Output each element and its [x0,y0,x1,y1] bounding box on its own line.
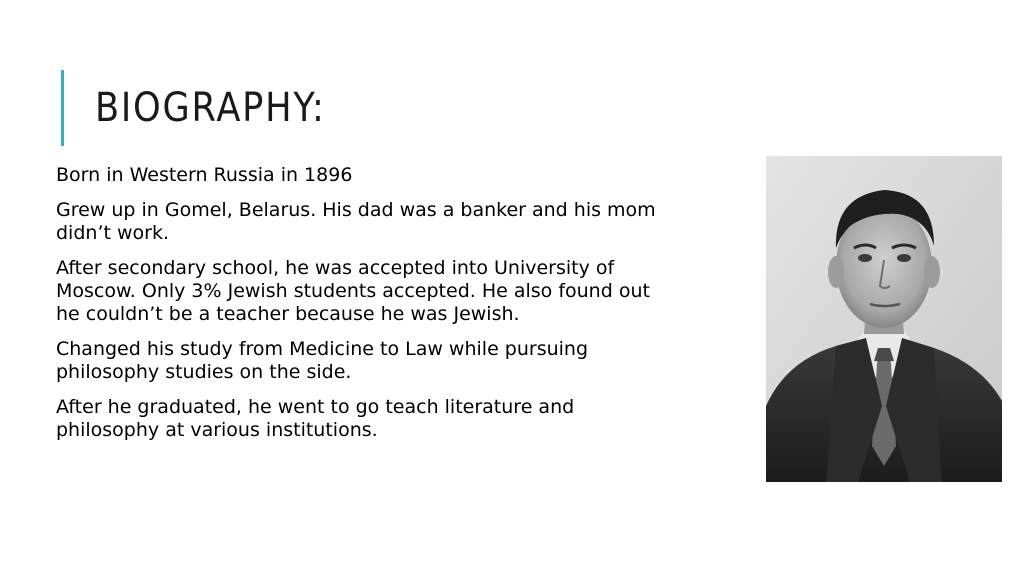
biography-paragraph [56,338,766,384]
biography-paragraph [56,199,766,245]
paragraph-line: After secondary school, he was accepted into University of [56,257,615,279]
paragraph-line: didn’t work. [56,222,169,244]
paragraph-line: Grew up in Gomel, Belarus. His dad was a banker and his mom [56,199,656,221]
paragraph-line: Changed his study from Medicine to Law while pursuing [56,338,589,360]
biography-text [56,164,766,454]
biography-paragraph [56,257,766,326]
paragraph-line: he couldn’t be a teacher because he was Jewish. [56,303,520,325]
paragraph-line: Moscow. Only 3% Jewish students accepted. He also found out [56,280,650,302]
biography-paragraph [56,164,766,187]
paragraph-line: philosophy studies on the side. [56,361,352,383]
title-accent-bar [61,70,64,146]
portrait-illustration [766,156,1002,482]
paragraph-line: After he graduated, he went to go teach literature and [56,396,575,418]
portrait-photo [766,156,1002,482]
slide-title: BIOGRAPHY: [95,85,326,131]
paragraph-line: philosophy at various institutions. [56,419,378,441]
biography-paragraph [56,396,766,442]
paragraph-line: Born in Western Russia in 1896 [56,164,353,186]
